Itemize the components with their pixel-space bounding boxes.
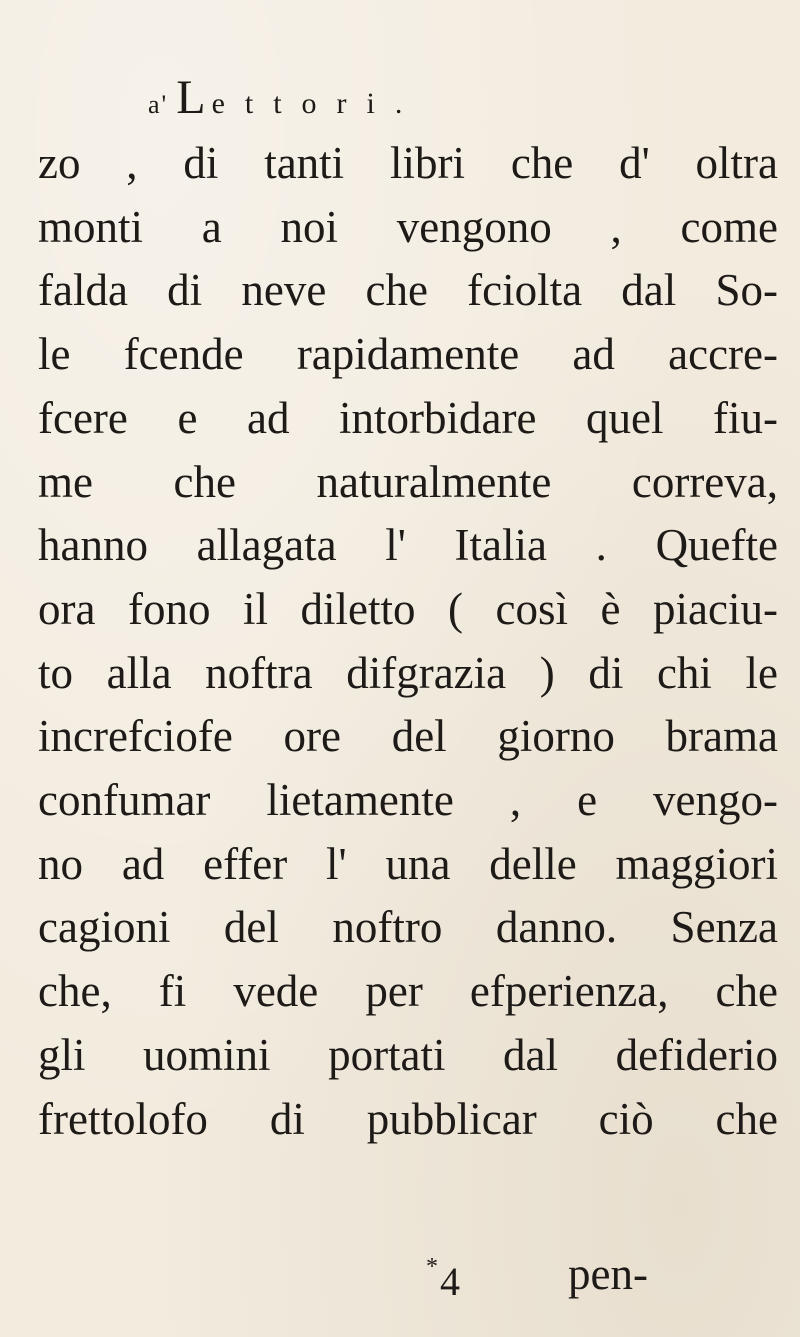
text-line: ora fono il diletto ( così è piaciu- <box>38 583 778 634</box>
text-line: confumar lietamente , e vengo- <box>38 775 778 826</box>
text-line: hanno allagata l' Italia . Quefte <box>38 520 778 571</box>
running-header <box>148 68 422 135</box>
text-line: no ad effer l' una delle maggiori <box>38 838 778 889</box>
catchword: pen- <box>568 1249 648 1299</box>
text-line: zo , di tanti libri che d' oltra <box>38 138 778 188</box>
text-line: gli uomini portati dal defiderio <box>38 1029 778 1080</box>
text-line: to alla noftra difgrazia ) di chi le <box>38 647 778 698</box>
text-line: fcere e ad intorbidare quel fiu- <box>38 392 778 443</box>
header-initial: L <box>176 71 206 124</box>
header-rest: ettori. <box>211 87 423 120</box>
signature-mark: * <box>426 1254 438 1280</box>
text-line: falda di neve che fciolta dal So- <box>38 265 778 316</box>
text-line: che, fi vede per efperienza, che <box>38 966 778 1017</box>
header-prefix: a' <box>148 90 169 119</box>
text-line: monti a noi vengono , come <box>38 201 778 252</box>
page-footer <box>0 1246 800 1316</box>
text-line: cagioni del noftro danno. Senza <box>38 902 778 953</box>
signature-number: 4 <box>440 1259 460 1304</box>
text-line: frettolofo di pubblicar ciò che <box>38 1093 778 1144</box>
text-line: increfciofe ore del giorno brama <box>38 711 778 762</box>
text-line: le fcende rapidamente ad accre- <box>38 329 778 380</box>
text-line: me che naturalmente correva, <box>38 456 778 507</box>
body-text <box>38 132 778 1151</box>
